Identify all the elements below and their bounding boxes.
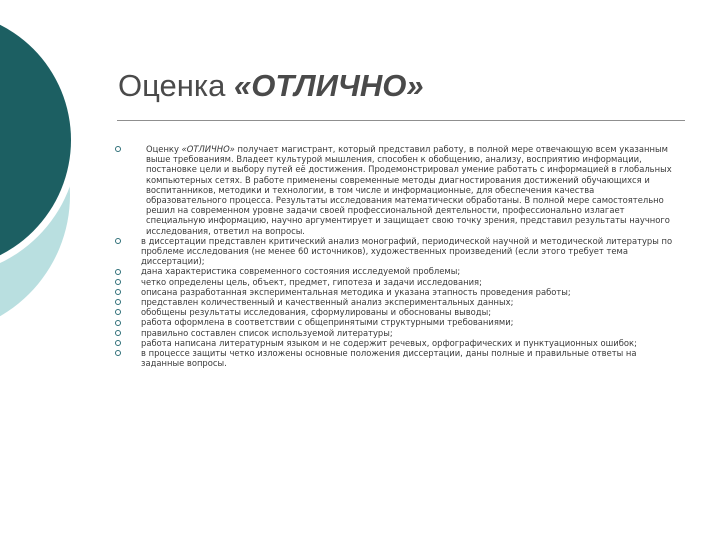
lead-paragraph — [141, 144, 675, 236]
list-item-text: обобщены результаты исследования, сформулированы и обоснованы выводы; — [141, 307, 492, 318]
white-ring — [0, 4, 78, 276]
list-item — [115, 144, 675, 236]
title-emphasis: «ОТЛИЧНО» — [233, 68, 424, 103]
light-teal-circle — [0, 55, 70, 335]
bullet-icon — [115, 320, 121, 326]
bullet-icon — [115, 238, 121, 244]
title-divider — [117, 120, 685, 121]
bullet-icon — [115, 350, 121, 356]
title-main: Оценка — [118, 68, 234, 103]
lead-prefix: Оценку — [146, 144, 182, 154]
list-item-text: правильно составлен список используемой литературы; — [141, 327, 393, 338]
bullet-icon — [115, 146, 121, 152]
lead-emphasis: «ОТЛИЧНО» — [181, 144, 235, 154]
list-item — [115, 297, 675, 307]
list-item — [115, 317, 675, 327]
bullet-icon — [115, 330, 121, 336]
list-item-text: в диссертации представлен критический анализ монографий, периодической научной и методической литературы по проблеме исследования (не менее 60 источников), художественных произведений (если этого требует тема диссертации); — [141, 235, 673, 267]
bullet-icon — [115, 289, 121, 295]
list-item-text: представлен количественный и качественный анализ экспериментальных данных; — [141, 297, 514, 308]
bullet-icon — [115, 279, 121, 285]
list-item — [115, 307, 675, 317]
bullet-icon — [115, 299, 121, 305]
criteria-list — [115, 144, 675, 368]
list-item-text: работа написана литературным языком и не содержит речевых, орфографических и пунктуационных ошибок; — [141, 337, 637, 348]
bullet-icon — [115, 309, 121, 315]
lead-text: получает магистрант, который представил работу, в полной мере отвечающую всем указанным выше требованиям. Владеет культурой мышления, способен к обобщению, анализу, восприятию информации, постановке цели и выбору путей её достижения. Продемонстрировал умение работать с информацией в глобальных компьютерных сетях. В работе применены современные методы диагностирования достижений обучающихся и воспитанников, методики и технологии, в том числе и информационные, для обеспечения качества образовательного процесса. Результаты исследования математически обработаны. В полной мере самостоятельно решил на современном уровне задачи своей профессиональной деятельности, профессионально излагает специальную информацию, научно аргументирует и защищает свою точку зрения, представил результаты научного исследования, ответил на вопросы. — [146, 144, 672, 236]
bullet-icon — [115, 269, 121, 275]
list-item — [115, 287, 675, 297]
list-item — [115, 348, 675, 368]
list-item-text: работа оформлена в соответствии с общепринятыми структурными требованиями; — [141, 317, 514, 328]
list-item — [115, 266, 675, 276]
list-item — [115, 328, 675, 338]
list-item-text: дана характеристика современного состояния исследуемой проблемы; — [141, 266, 461, 277]
bullet-icon — [115, 340, 121, 346]
list-item — [115, 236, 675, 267]
slide-title — [118, 68, 424, 104]
list-item-text: четко определены цель, объект, предмет, гипотеза и задачи исследования; — [141, 276, 482, 287]
list-item — [115, 338, 675, 348]
list-item — [115, 277, 675, 287]
list-item-text: описана разработанная экспериментальная методика и указана этапность проведения работы; — [141, 286, 571, 297]
list-item-text: в процессе защиты четко изложены основные положения диссертации, даны полные и правильные ответы на заданные вопросы. — [141, 348, 637, 369]
dark-teal-circle — [0, 11, 71, 269]
